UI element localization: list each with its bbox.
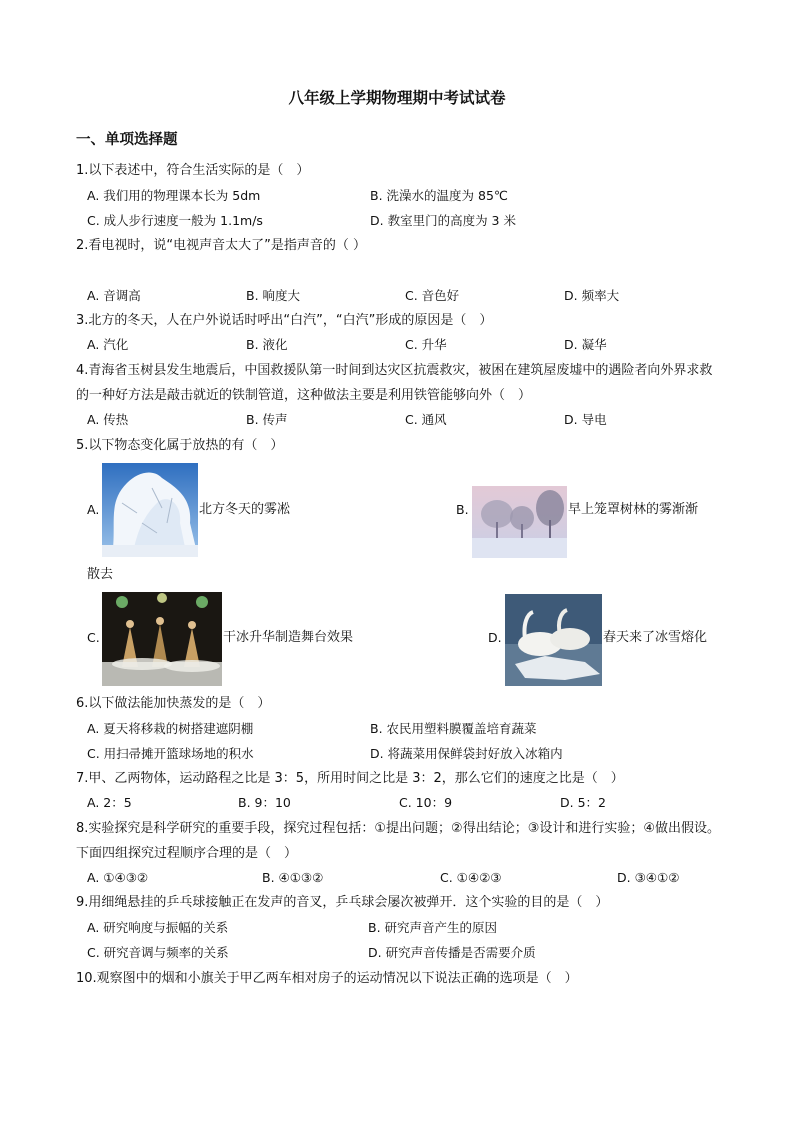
question-3-option-d[interactable]: D. 凝华 bbox=[564, 337, 607, 352]
question-3-option-b[interactable]: B. 液化 bbox=[246, 337, 288, 352]
question-9-option-c[interactable]: C. 研究音调与频率的关系 bbox=[87, 945, 229, 960]
question-8-option-b[interactable]: B. ④①③② bbox=[262, 870, 324, 885]
question-1-option-d[interactable]: D. 教室里门的高度为 3 米 bbox=[370, 213, 516, 228]
section-heading: 一、单项选择题 bbox=[76, 132, 178, 148]
question-2-option-b[interactable]: B. 响度大 bbox=[246, 288, 301, 303]
question-1-option-a[interactable]: A. 我们用的物理课本长为 5dm bbox=[87, 188, 261, 203]
question-9-option-a[interactable]: A. 研究响度与振幅的关系 bbox=[87, 920, 229, 935]
exam-title: 八年级上学期物理期中考试试卷 bbox=[288, 89, 506, 107]
question-4-option-d[interactable]: D. 导电 bbox=[564, 412, 607, 427]
rime-frost-image bbox=[102, 463, 198, 557]
question-7-option-a[interactable]: A. 2：5 bbox=[87, 795, 132, 810]
question-6-option-c[interactable]: C. 用扫帚摊开篮球场地的积水 bbox=[87, 746, 254, 761]
question-7-stem: 7.甲、乙两物体，运动路程之比是 3：5，所用时间之比是 3：2，那么它们的速度之比是（ ） bbox=[76, 771, 624, 786]
question-3-option-a[interactable]: A. 汽化 bbox=[87, 337, 129, 352]
question-4-option-c[interactable]: C. 通风 bbox=[405, 412, 447, 427]
question-1-option-c[interactable]: C. 成人步行速度一般为 1.1m/s bbox=[87, 213, 263, 228]
question-7-option-d[interactable]: D. 5：2 bbox=[560, 795, 606, 810]
question-1-stem: 1.以下表述中，符合生活实际的是（ ） bbox=[76, 163, 310, 178]
question-5-option-b-text-continued: 散去 bbox=[87, 567, 114, 582]
question-4-option-b[interactable]: B. 传声 bbox=[246, 412, 288, 427]
question-6-option-b[interactable]: B. 农民用塑料膜覆盖培育蔬菜 bbox=[370, 721, 537, 736]
question-7-option-c[interactable]: C. 10：9 bbox=[399, 795, 453, 810]
question-9-option-b[interactable]: B. 研究声音产生的原因 bbox=[368, 920, 498, 935]
question-2-option-a[interactable]: A. 音调高 bbox=[87, 288, 141, 303]
question-2-option-c[interactable]: C. 音色好 bbox=[405, 288, 460, 303]
question-5-stem: 5.以下物态变化属于放热的有（ ） bbox=[76, 438, 284, 453]
question-5-option-b-text: 早上笼罩树林的雾渐渐 bbox=[568, 502, 699, 517]
question-7-option-b[interactable]: B. 9：10 bbox=[238, 795, 291, 810]
question-5-option-c-label[interactable]: C. bbox=[87, 630, 100, 645]
question-3-option-c[interactable]: C. 升华 bbox=[405, 337, 447, 352]
question-8-stem: 8.实验探究是科学研究的重要手段，探究过程包括：①提出问题；②得出结论；③设计和进行实验；④做出假设。下面四组探究过程顺序合理的是（ ） bbox=[76, 821, 721, 861]
question-6-option-a[interactable]: A. 夏天将移栽的树搭建遮阴棚 bbox=[87, 721, 254, 736]
question-4-option-a[interactable]: A. 传热 bbox=[87, 412, 129, 427]
melting-ice-swans-image bbox=[505, 594, 602, 686]
question-6-option-d[interactable]: D. 将蔬菜用保鲜袋封好放入冰箱内 bbox=[370, 746, 563, 761]
question-8-option-a[interactable]: A. ①④③② bbox=[87, 870, 149, 885]
question-5-option-a-label[interactable]: A. bbox=[87, 502, 100, 517]
question-8-option-d[interactable]: D. ③④①② bbox=[617, 870, 680, 885]
question-5-option-c-text: 干冰升华制造舞台效果 bbox=[223, 630, 354, 645]
question-5-option-d-text: 春天来了冰雪熔化 bbox=[603, 630, 708, 645]
question-6-stem: 6.以下做法能加快蒸发的是（ ） bbox=[76, 696, 271, 711]
question-10-stem: 10.观察图中的烟和小旗关于甲乙两车相对房子的运动情况以下说法正确的选项是（ ） bbox=[76, 971, 578, 986]
question-5-option-b-label[interactable]: B. bbox=[456, 502, 469, 517]
foggy-forest-image bbox=[472, 486, 567, 558]
question-5-option-a-text: 北方冬天的雾凇 bbox=[199, 502, 291, 517]
question-2-stem: 2.看电视时，说“电视声音太大了”是指声音的（ ） bbox=[76, 238, 367, 253]
question-1-option-b[interactable]: B. 洗澡水的温度为 85℃ bbox=[370, 188, 508, 203]
stage-dry-ice-image bbox=[102, 592, 222, 686]
question-9-option-d[interactable]: D. 研究声音传播是否需要介质 bbox=[368, 945, 536, 960]
question-9-stem: 9.用细绳悬挂的乒乓球接触正在发声的音叉，乒乓球会屡次被弹开．这个实验的目的是（ ） bbox=[76, 895, 609, 910]
question-8-option-c[interactable]: C. ①④②③ bbox=[440, 870, 502, 885]
question-3-stem: 3.北方的冬天，人在户外说话时呼出“白汽”，“白汽”形成的原因是（ ） bbox=[76, 313, 493, 328]
question-4-stem: 4.青海省玉树县发生地震后，中国救援队第一时间到达灾区抗震救灾，被困在建筑屋废墟中的遇险者向外界求救的一种好方法是敲击就近的铁制管道，这种做法主要是利用铁管能够向外（ ） bbox=[76, 363, 713, 403]
question-2-option-d[interactable]: D. 频率大 bbox=[564, 288, 620, 303]
question-5-option-d-label[interactable]: D. bbox=[488, 630, 502, 645]
